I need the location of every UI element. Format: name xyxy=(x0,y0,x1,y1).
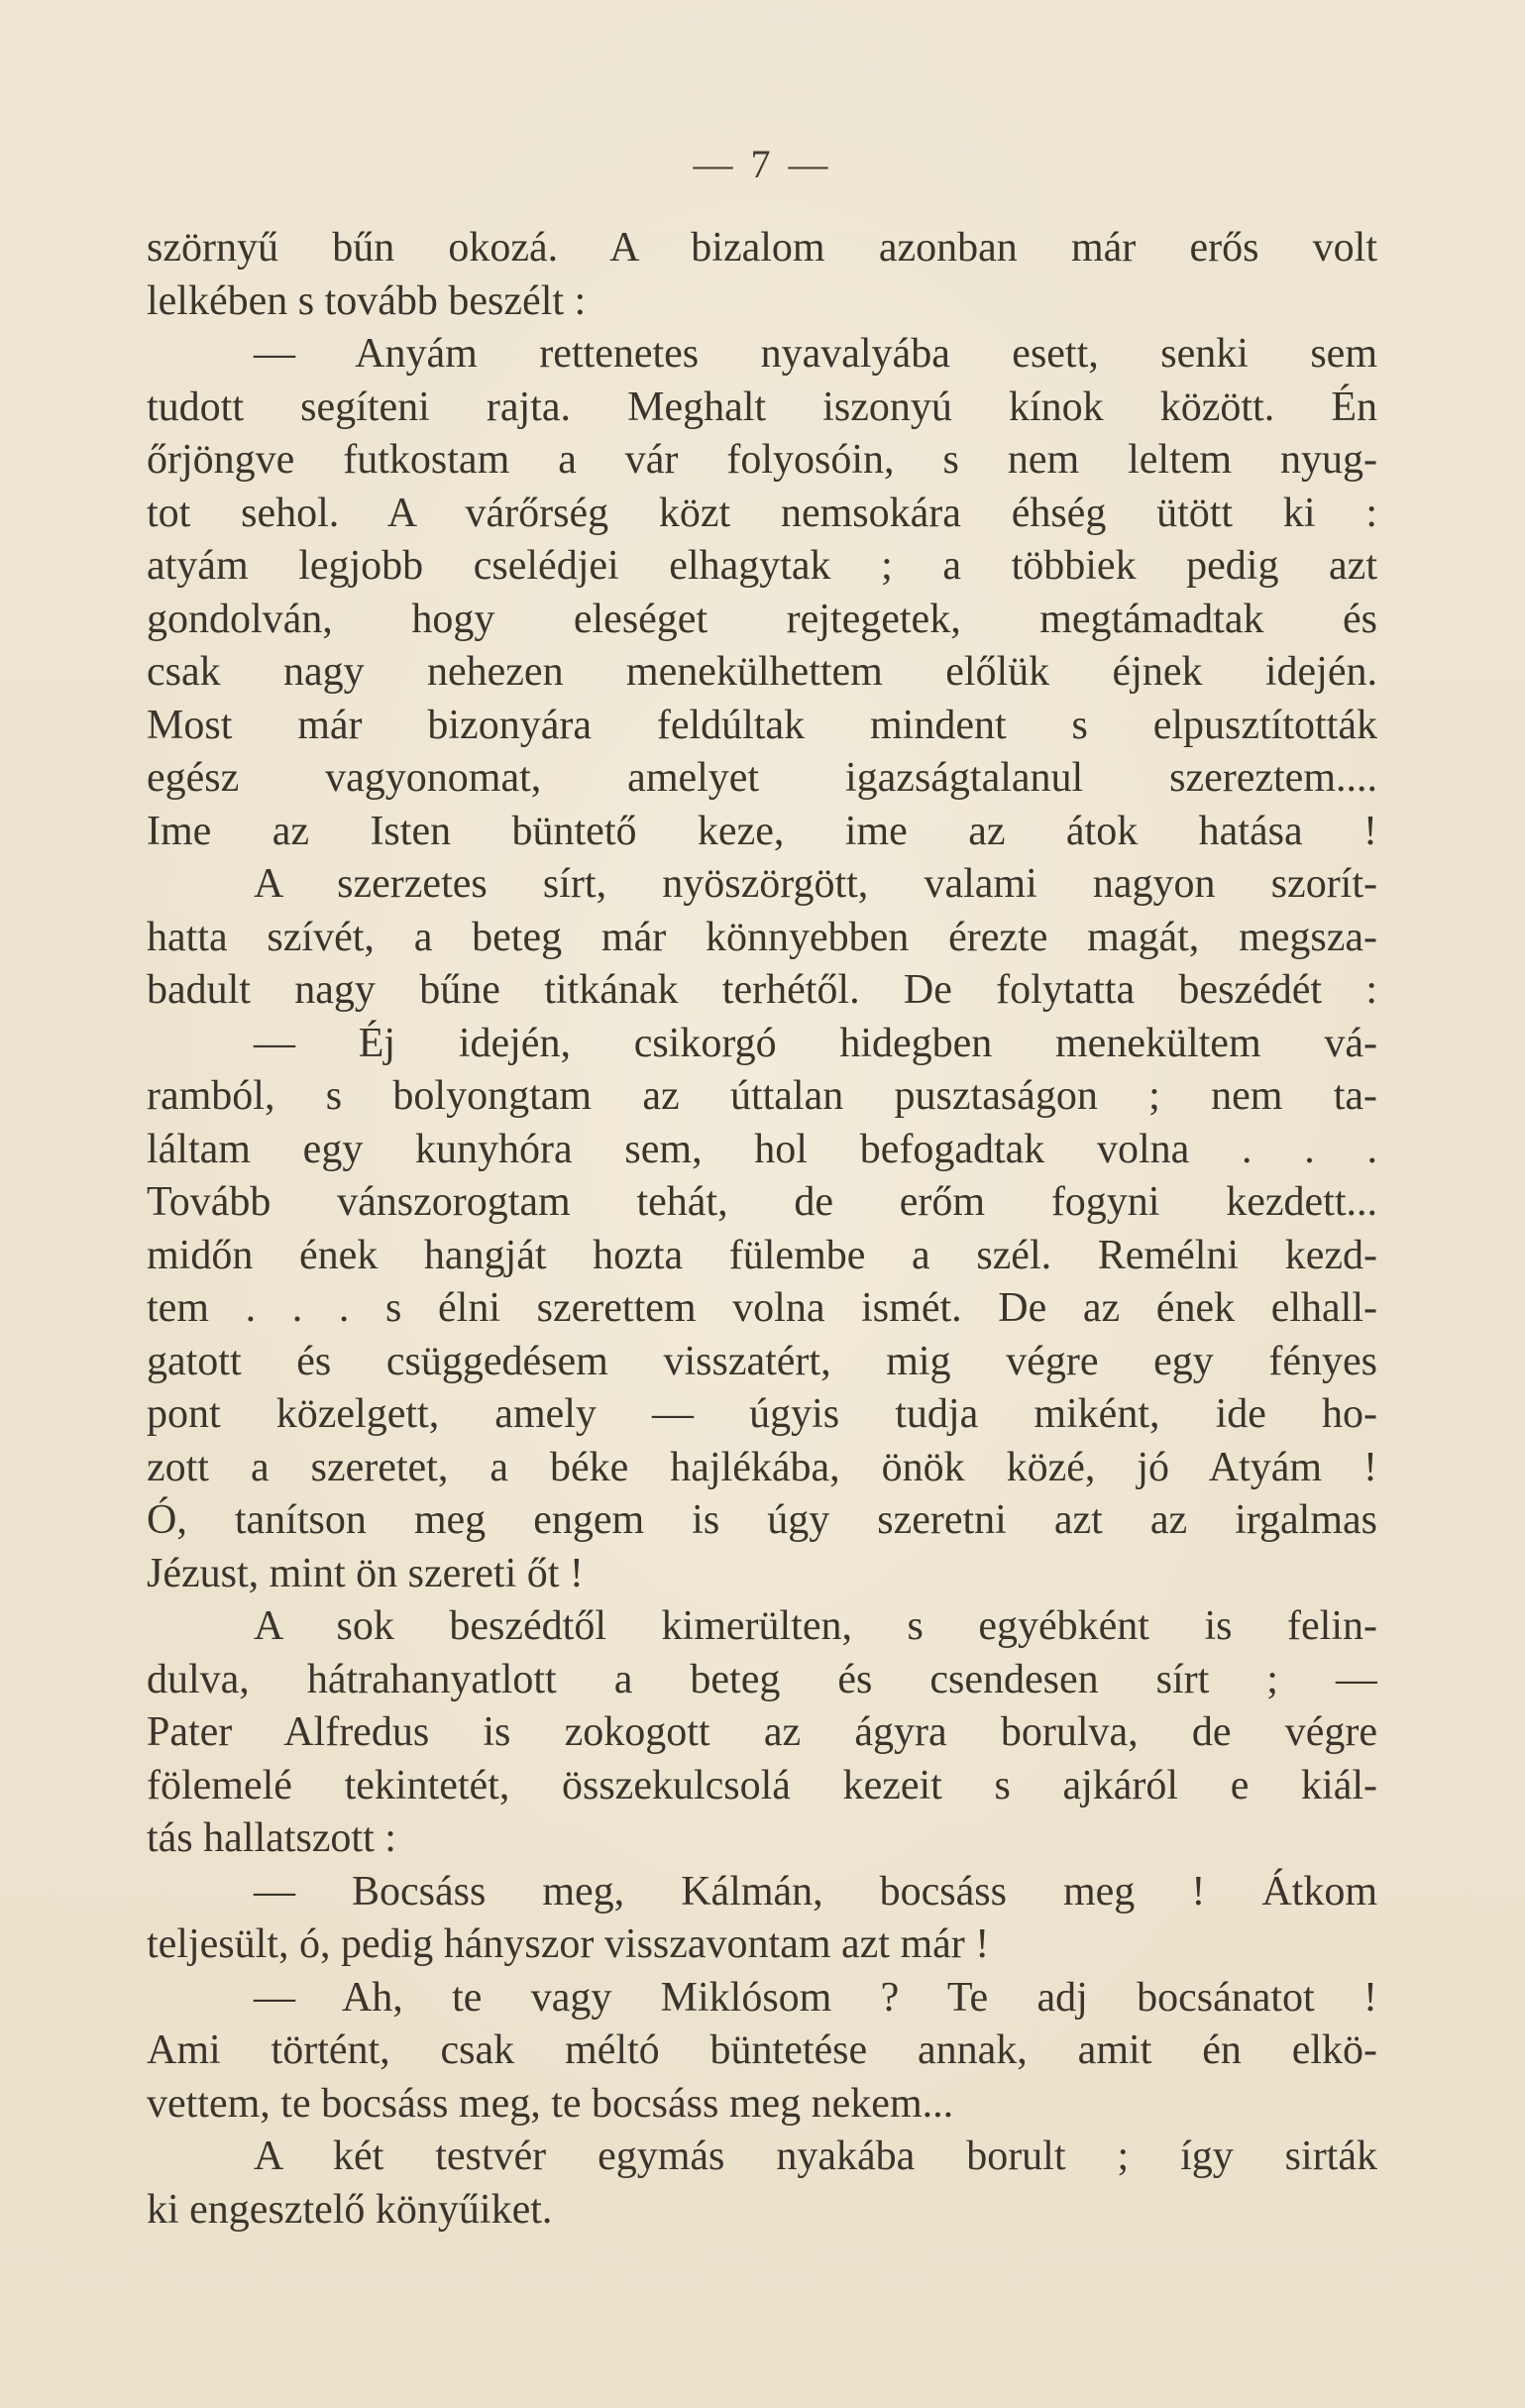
text-line: dulva, hátrahanyatlott a beteg és csendesen sírt ; — xyxy=(147,1656,1377,1702)
text-line: tot sehol. A várőrség közt nemsokára éhség ütött ki : xyxy=(147,490,1377,536)
text-line: — Éj idején, csikorgó hidegben menekültem vá- xyxy=(254,1020,1377,1066)
text-line: egész vagyonomat, amelyet igazságtalanul szereztem.... xyxy=(147,755,1377,801)
text-line: A két testvér egymás nyakába borult ; így sirták xyxy=(254,2134,1377,2179)
text-line: midőn ének hangját hozta fülembe a szél. Remélni kezd- xyxy=(147,1232,1377,1278)
page-number: — 7 — xyxy=(693,142,832,186)
text-line: Jézust, mint ön szereti őt ! xyxy=(147,1550,584,1596)
text-line: pont közelgett, amely — úgyis tudja miként, ide ho- xyxy=(147,1391,1377,1437)
body-text xyxy=(147,222,1377,2237)
text-line: Most már bizonyára feldúltak mindent s elpusztították xyxy=(147,702,1377,748)
text-line: hatta szívét, a beteg már könnyebben érezte magát, megsza- xyxy=(147,914,1377,960)
text-line: tudott segíteni rajta. Meghalt iszonyú kínok között. Én xyxy=(147,383,1377,430)
text-line: Ime az Isten büntető keze, ime az átok hatása ! xyxy=(147,808,1377,854)
text-line: gatott és csüggedésem visszatért, mig végre egy fényes xyxy=(147,1338,1377,1384)
text-line: ki engesztelő könyűiket. xyxy=(147,2186,553,2233)
text-line: tás hallatszott : xyxy=(147,1815,396,1861)
text-line: A szerzetes sírt, nyöszörgött, valami nagyon szorít- xyxy=(254,861,1377,907)
text-line: — Anyám rettenetes nyavalyába esett, senki sem xyxy=(254,331,1377,377)
text-line: gondolván, hogy eleséget rejtegetek, megtámadtak és xyxy=(147,596,1377,642)
text-line: — Bocsáss meg, Kálmán, bocsáss meg ! Átkom xyxy=(254,1868,1377,1915)
text-line: szörnyű bűn okozá. A bizalom azonban már erős volt xyxy=(147,225,1377,271)
text-line: Tovább vánszorogtam tehát, de erőm fogyni kezdett... xyxy=(147,1179,1377,1225)
text-line: A sok beszédtől kimerülten, s egyébként is felin- xyxy=(254,1603,1377,1649)
text-line: atyám legjobb cselédjei elhagytak ; a többiek pedig azt xyxy=(147,543,1377,589)
text-line: vettem, te bocsáss meg, te bocsáss meg nekem... xyxy=(147,2080,954,2127)
text-line: tem . . . s élni szerettem volna ismét. De az ének elhall- xyxy=(147,1285,1377,1331)
text-line: Ami történt, csak méltó büntetése annak, amit én elkö- xyxy=(147,2027,1377,2073)
text-line: badult nagy bűne titkának terhétől. De folytatta beszédét : xyxy=(147,967,1377,1013)
text-line: — Ah, te vagy Miklósom ? Te adj bocsánatot ! xyxy=(254,1974,1377,2021)
text-line: zott a szeretet, a béke hajlékába, önök közé, jó Atyám ! xyxy=(147,1444,1377,1490)
text-line: lelkében s tovább beszélt : xyxy=(147,277,587,324)
text-line: Pater Alfredus is zokogott az ágyra borulva, de végre xyxy=(147,1709,1377,1755)
text-line: Ó, tanítson meg engem is úgy szeretni azt az irgalmas xyxy=(147,1497,1377,1543)
text-line: fölemelé tekintetét, összekulcsolá kezeit s ajkáról e kiál- xyxy=(147,1762,1377,1808)
text-line: őrjöngve futkostam a vár folyosóin, s nem leltem nyug- xyxy=(147,437,1377,483)
text-line: láltam egy kunyhóra sem, hol befogadtak volna . . . xyxy=(147,1126,1377,1172)
text-line: teljesült, ó, pedig hányszor visszavontam azt már ! xyxy=(147,1921,990,1967)
text-line: ramból, s bolyongtam az úttalan pusztaságon ; nem ta- xyxy=(147,1073,1377,1119)
text-line: csak nagy nehezen menekülhettem előlük éjnek idején. xyxy=(147,649,1377,695)
